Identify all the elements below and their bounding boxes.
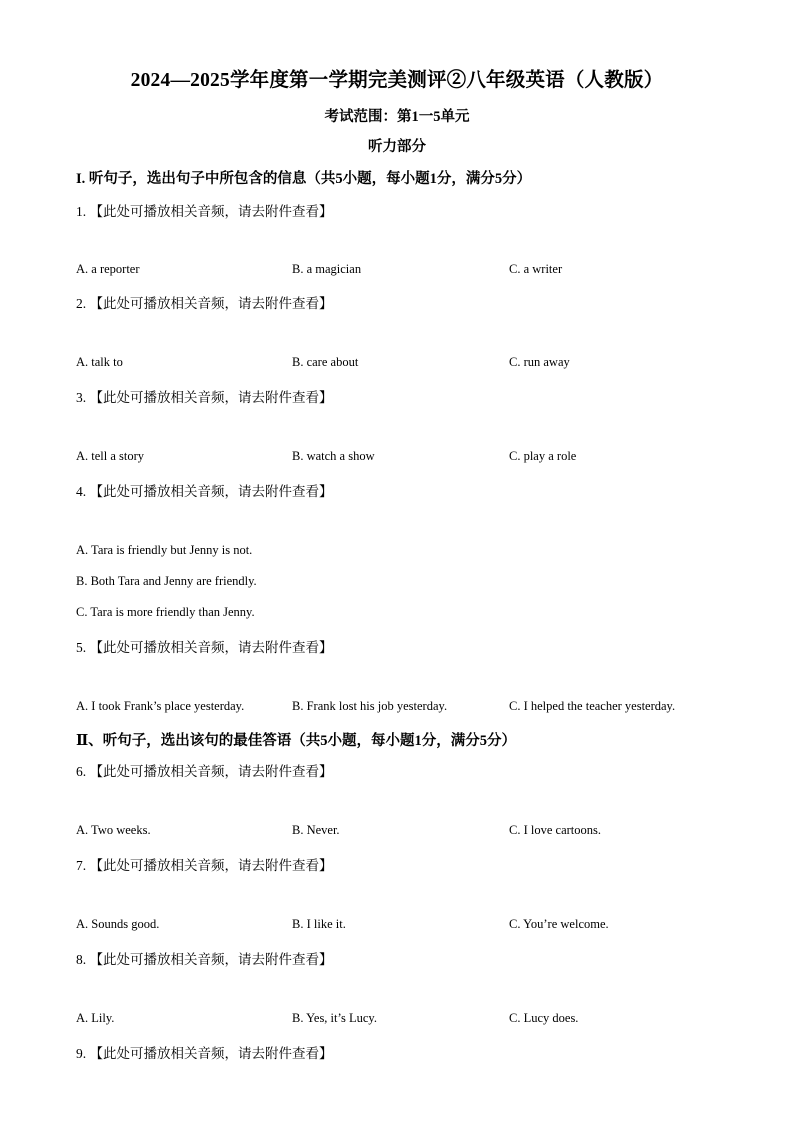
option-c: C. I helped the teacher yesterday. [509,699,676,713]
option-c: C. a writer [509,262,563,276]
option-b: B. Yes, it’s Lucy. [292,1011,377,1025]
option-b: B. Never. [292,823,340,837]
question-number: 8. [76,952,87,967]
option-a: A. I took Frank’s place yesterday. [76,699,245,713]
audio-note: 【此处可播放相关音频，请去附件查看】 [89,952,333,967]
question-number: 3. [76,390,87,405]
question-4 [76,480,333,500]
option-a: A. Two weeks. [76,823,151,837]
option-a: A. Sounds good. [76,917,160,931]
option-b: B. Both Tara and Jenny are friendly. [76,574,257,588]
option-a: A. a reporter [76,262,140,276]
question-number: 1. [76,204,87,219]
audio-note: 【此处可播放相关音频，请去附件查看】 [89,764,333,779]
question-6 [76,760,333,780]
audio-note: 【此处可播放相关音频，请去附件查看】 [89,1046,333,1061]
option-b: B. care about [292,355,359,369]
question-number: 2. [76,296,87,311]
question-number: 4. [76,484,87,499]
question-number: 5. [76,640,87,655]
option-b: B. watch a show [292,449,375,463]
section-1-heading: I. 听句子，选出句子中所包含的信息（共5小题，每小题1分，满分5分） [76,171,532,187]
question-1 [76,200,333,220]
option-c: C. You’re welcome. [509,917,609,931]
audio-note: 【此处可播放相关音频，请去附件查看】 [89,204,333,219]
option-c: C. Tara is more friendly than Jenny. [76,605,255,619]
question-3 [76,386,333,406]
question-9 [76,1042,333,1062]
question-7 [76,854,333,874]
audio-note: 【此处可播放相关音频，请去附件查看】 [89,296,333,311]
option-c: C. Lucy does. [509,1011,579,1025]
section-2-heading: Ⅱ、听句子，选出该句的最佳答语（共5小题，每小题1分，满分5分） [76,733,516,749]
audio-note: 【此处可播放相关音频，请去附件查看】 [89,484,333,499]
audio-note: 【此处可播放相关音频，请去附件查看】 [89,390,333,405]
question-5 [76,636,333,656]
audio-note: 【此处可播放相关音频，请去附件查看】 [89,640,333,655]
exam-scope: 考试范围：第1一5单元 [324,109,470,125]
option-a: A. talk to [76,355,123,369]
option-c: C. play a role [509,449,577,463]
option-b: B. a magician [292,262,362,276]
option-c: C. run away [509,355,570,369]
option-b: B. Frank lost his job yesterday. [292,699,448,713]
option-c: C. I love cartoons. [509,823,601,837]
option-a: A. tell a story [76,449,145,463]
option-a: A. Lily. [76,1011,115,1025]
question-number: 9. [76,1046,87,1061]
option-a: A. Tara is friendly but Jenny is not. [76,543,253,557]
part-title: 听力部分 [368,139,426,155]
audio-note: 【此处可播放相关音频，请去附件查看】 [89,858,333,873]
question-2 [76,292,333,312]
option-b: B. I like it. [292,917,346,931]
question-number: 6. [76,764,87,779]
question-8 [76,948,333,968]
question-number: 7. [76,858,87,873]
document-title: 2024—2025学年度第一学期完美测评②八年级英语（人教版） [130,70,664,91]
